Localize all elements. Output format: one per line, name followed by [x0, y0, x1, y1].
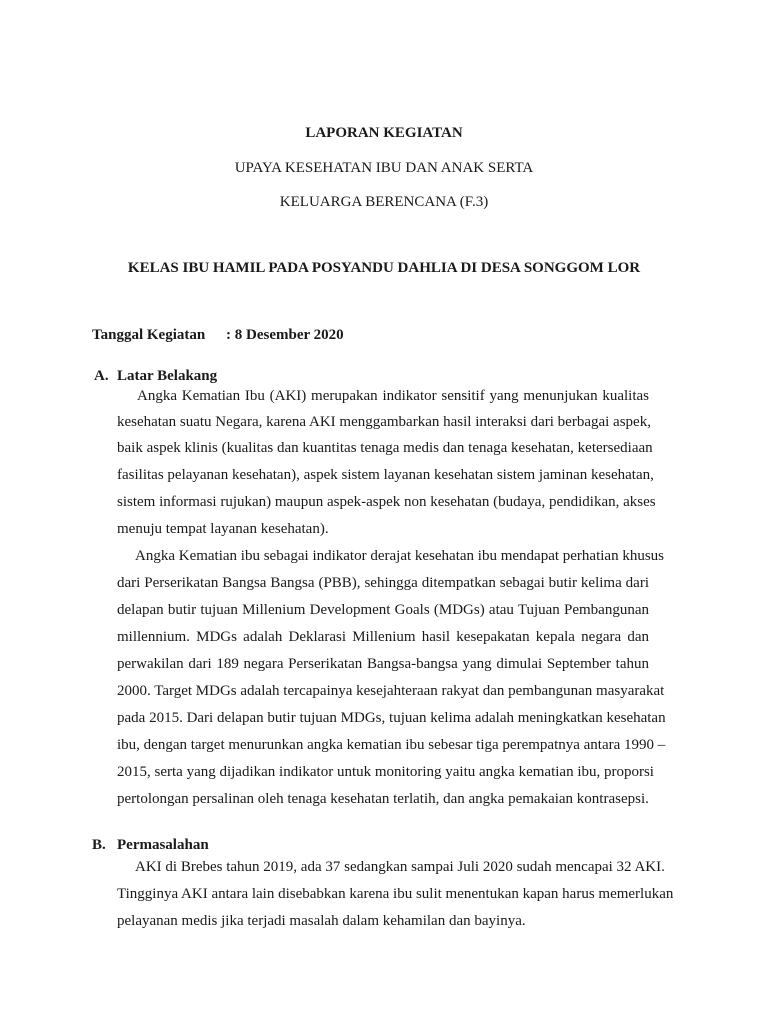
section-a-marker: A. [94, 368, 109, 384]
paragraph-line: Tingginya AKI antara lain disebabkan karena ibu sulit menentukan kapan harus memerlukan [117, 886, 674, 902]
paragraph-line: 2015, serta yang dijadikan indikator untuk monitoring yaitu angka kematian ibu, proporsi [117, 764, 654, 780]
section-a-heading: Latar Belakang [117, 368, 218, 384]
paragraph-line: fasilitas pelayanan kesehatan), aspek sistem layanan kesehatan sistem jaminan kesehatan, [117, 467, 654, 483]
report-title: LAPORAN KEGIATAN [305, 125, 463, 141]
paragraph-line: Angka Kematian ibu sebagai indikator derajat kesehatan ibu mendapat perhatian khusus [135, 548, 664, 564]
paragraph-line: baik aspek klinis (kualitas dan kuantitas tenaga medis dan tenaga kesehatan, ketersediaan [117, 440, 653, 456]
paragraph-line: AKI di Brebes tahun 2019, ada 37 sedangkan sampai Juli 2020 sudah mencapai 32 AKI. [135, 859, 665, 875]
paragraph-line: delapan butir tujuan Millenium Development Goals (MDGs) atau Tujuan Pembangunan [117, 602, 649, 618]
paragraph-line: Angka Kematian Ibu (AKI) merupakan indikator sensitif yang menunjukan kualitas [137, 388, 649, 404]
paragraph-line: dari Perserikatan Bangsa Bangsa (PBB), sehingga ditempatkan sebagai butir kelima dari [117, 575, 649, 591]
paragraph-line: sistem informasi rujukan) maupun aspek-aspek non kesehatan (budaya, pendidikan, akses [117, 494, 656, 510]
paragraph-line: pertolongan persalinan oleh tenaga kesehatan terlatih, dan angka pemakaian kontrasepsi. [117, 791, 649, 807]
paragraph-line: millennium. MDGs adalah Deklarasi Millenium hasil kesepakatan kepala negara dan [117, 629, 649, 645]
paragraph-line: kesehatan suatu Negara, karena AKI menggambarkan hasil interaksi dari berbagai aspek, [117, 414, 651, 430]
activity-title: KELAS IBU HAMIL PADA POSYANDU DAHLIA DI DESA SONGGOM LOR [127, 260, 641, 276]
paragraph-line: perwakilan dari 189 negara Perserikatan Bangsa-bangsa yang dimulai September tahun [117, 656, 649, 672]
paragraph-line: menuju tempat layanan kesehatan). [117, 521, 329, 537]
paragraph-line: pada 2015. Dari delapan butir tujuan MDGs, tujuan kelima adalah meningkatkan kesehatan [117, 710, 666, 726]
section-b-heading: Permasalahan [117, 837, 209, 853]
report-subtitle-line-1: UPAYA KESEHATAN IBU DAN ANAK SERTA [234, 160, 534, 176]
date-value: : 8 Desember 2020 [226, 327, 344, 343]
paragraph-line: 2000. Target MDGs adalah tercapainya kesejahteraan rakyat dan pembangunan masyarakat [117, 683, 665, 699]
report-subtitle-line-2: KELUARGA BERENCANA (F.3) [279, 194, 489, 210]
date-label: Tanggal Kegiatan [92, 327, 206, 343]
paragraph-line: ibu, dengan target menurunkan angka kematian ibu sebesar tiga perempatnya antara 1990 – [117, 737, 666, 753]
section-b-marker: B. [92, 837, 106, 853]
paragraph-line: pelayanan medis jika terjadi masalah dalam kehamilan dan bayinya. [117, 913, 526, 929]
